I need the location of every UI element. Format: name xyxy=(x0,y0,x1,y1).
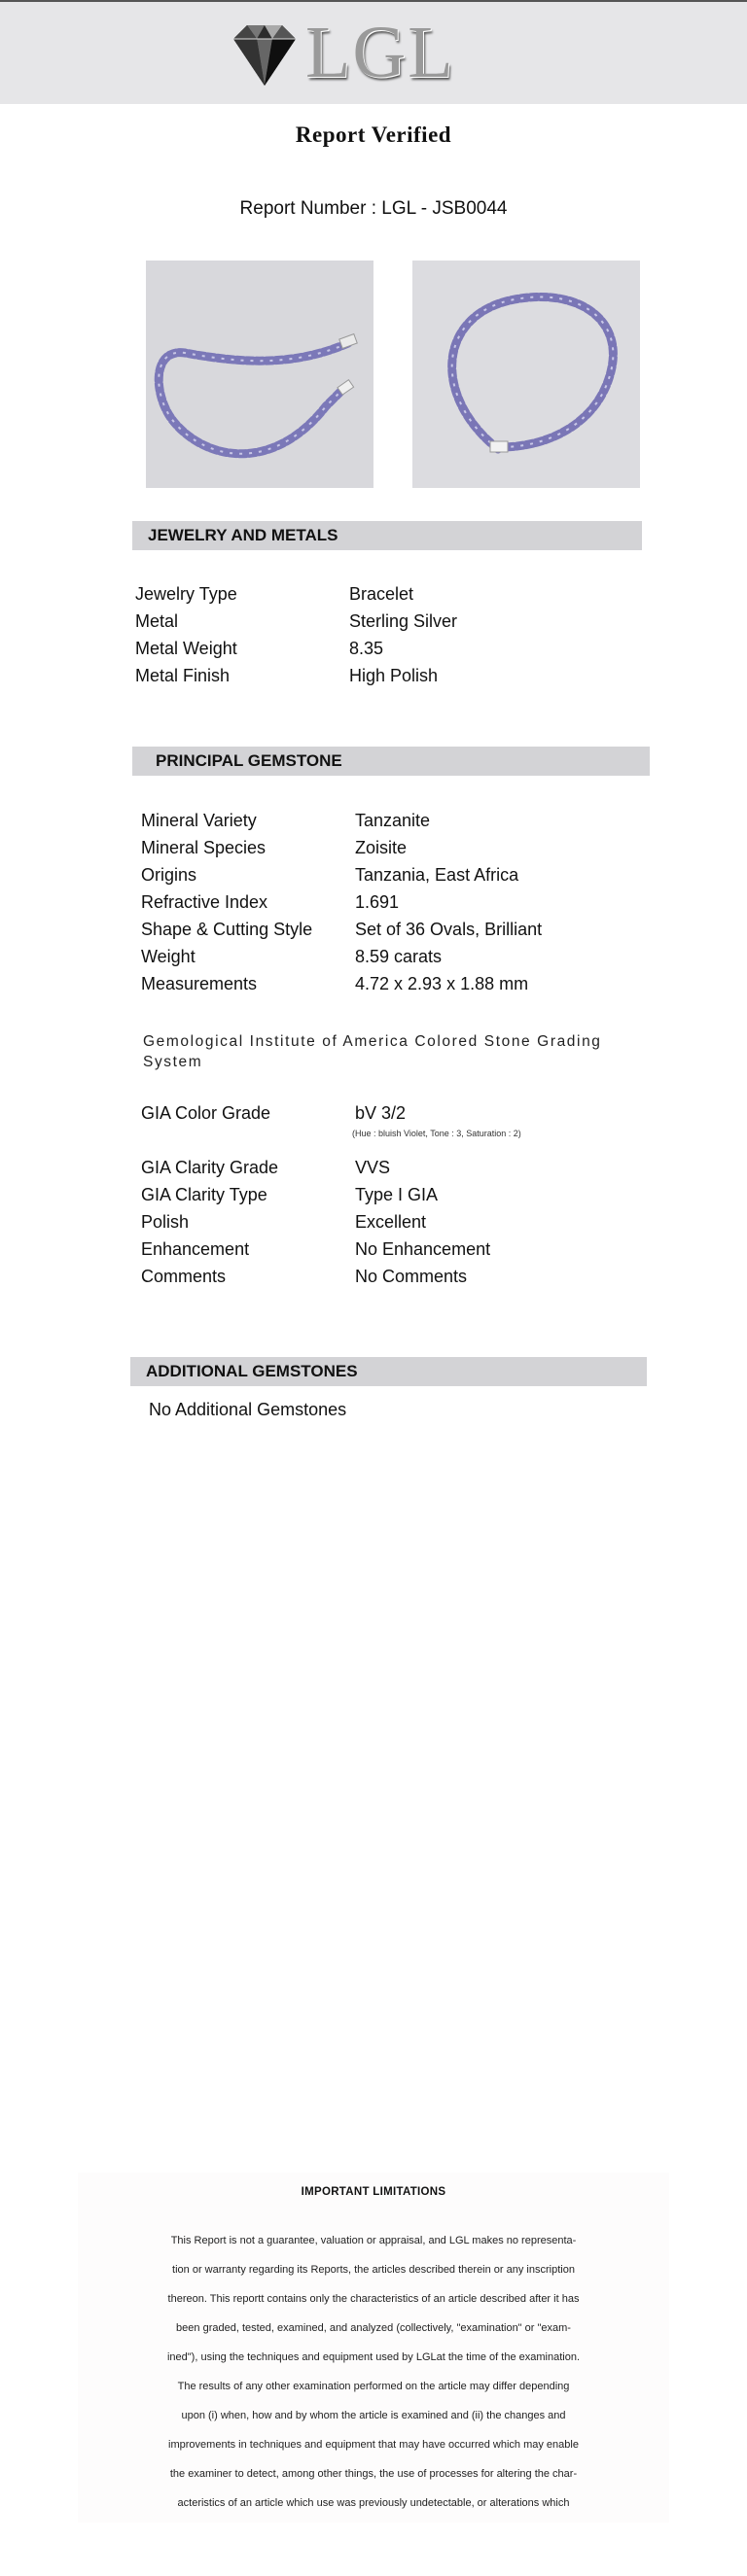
row-value: No Enhancement xyxy=(355,1239,491,1259)
row-value: Excellent xyxy=(355,1212,427,1232)
limitations-line: This Report is not a guarantee, valuation or appraisal, and LGL makes no representa- xyxy=(170,2235,577,2246)
row-label: Weight xyxy=(141,947,196,966)
row-value: Sterling Silver xyxy=(349,611,458,631)
row-value: Tanzanite xyxy=(355,811,431,830)
row-label: Shape & Cutting Style xyxy=(141,920,313,939)
row-value: Zoisite xyxy=(355,838,408,857)
limitations-title: IMPORTANT LIMITATIONS xyxy=(301,2186,446,2198)
limitations-line: tion or warranty regarding its Reports, the articles described therein or any inscription xyxy=(172,2264,575,2276)
section-header-additional: ADDITIONAL GEMSTONES xyxy=(130,1357,647,1386)
row-label: Mineral Variety xyxy=(141,811,257,830)
section-header-jewelry: JEWELRY AND METALS xyxy=(132,521,642,550)
header-banner xyxy=(0,0,747,104)
row-value: Set of 36 Ovals, Brilliant xyxy=(355,920,543,939)
table-row xyxy=(141,943,647,970)
table-row xyxy=(141,834,647,861)
jewelry-details xyxy=(135,580,641,689)
row-label: Comments xyxy=(141,1267,227,1286)
row-value: High Polish xyxy=(349,666,439,685)
table-row xyxy=(141,1236,647,1263)
limitations-line: the examiner to detect, among other things, the use of processes for altering the char- xyxy=(169,2468,578,2480)
table-row xyxy=(141,1154,647,1181)
row-label: Metal Weight xyxy=(135,639,237,658)
row-value: 1.691 xyxy=(355,892,400,912)
limitations-line: The results of any other examination performed on the article may differ depending xyxy=(177,2381,570,2392)
limitations-line: upon (i) when, how and by whom the article is examined and (ii) the changes and xyxy=(181,2410,566,2421)
row-label: Polish xyxy=(141,1212,190,1232)
hue-tone-note: (Hue : bluish Violet, Tone : 3, Saturation : 2) xyxy=(352,1129,521,1138)
row-label: Enhancement xyxy=(141,1239,250,1259)
table-row xyxy=(135,635,641,662)
table-row xyxy=(141,807,647,834)
table-row xyxy=(141,1181,647,1208)
row-label: GIA Color Grade xyxy=(141,1103,271,1123)
limitations-line: ined"), using the techniques and equipment used by LGLat the time of the examination. xyxy=(166,2351,580,2363)
important-limitations xyxy=(78,2173,669,2523)
row-label: GIA Clarity Type xyxy=(141,1185,267,1204)
table-row xyxy=(135,662,641,689)
principal-details xyxy=(141,807,647,997)
row-value: bV 3/2 xyxy=(355,1103,407,1123)
row-label: Measurements xyxy=(141,974,258,993)
row-label: GIA Clarity Grade xyxy=(141,1158,279,1177)
row-value: Bracelet xyxy=(349,584,414,604)
bracelet-photo-right[interactable] xyxy=(412,261,640,488)
logo-text: LGL xyxy=(305,12,455,93)
row-value: 8.35 xyxy=(349,639,384,658)
row-value: 8.59 carats xyxy=(355,947,443,966)
table-row xyxy=(141,888,647,916)
lgl-logo[interactable] xyxy=(226,12,479,93)
table-row xyxy=(141,1263,647,1290)
no-additional-gemstones: No Additional Gemstones xyxy=(149,1400,347,1419)
row-value: Tanzania, East Africa xyxy=(355,865,519,885)
row-label: Metal xyxy=(135,611,179,631)
row-label: Refractive Index xyxy=(141,892,268,912)
gia-grades xyxy=(141,1154,647,1290)
bracelet-photo-left[interactable] xyxy=(146,261,374,488)
limitations-line: thereon. This reportt contains only the characteristics of an article described after it has xyxy=(167,2293,580,2305)
row-value: 4.72 x 2.93 x 1.88 mm xyxy=(355,974,529,993)
section-header-principal: PRINCIPAL GEMSTONE xyxy=(132,747,650,776)
diamond-icon xyxy=(226,21,303,89)
row-value: No Comments xyxy=(355,1267,468,1286)
table-row xyxy=(141,861,647,888)
report-number: Report Number : LGL - JSB0044 xyxy=(239,198,508,219)
table-row xyxy=(141,1099,647,1127)
table-row xyxy=(141,970,647,997)
table-row xyxy=(141,1208,647,1236)
row-value: Type I GIA xyxy=(355,1185,439,1204)
row-value: VVS xyxy=(355,1158,391,1177)
gia-color-grade xyxy=(141,1099,647,1127)
limitations-line: acteristics of an article which use was previously undetectable, or alterations which xyxy=(177,2497,570,2509)
row-label: Mineral Species xyxy=(141,838,267,857)
limitations-line: improvements in techniques and equipment that may have occurred which may enable xyxy=(168,2439,579,2451)
table-row xyxy=(135,608,641,635)
gia-grading-system-title: Gemological Institute of America Colored Stone Grading System xyxy=(143,1033,602,1070)
row-label: Origins xyxy=(141,865,197,885)
limitations-body xyxy=(107,2226,640,2518)
table-row xyxy=(141,916,647,943)
row-label: Jewelry Type xyxy=(135,584,237,604)
page-title: Report Verified xyxy=(295,122,452,147)
table-row xyxy=(135,580,641,608)
row-label: Metal Finish xyxy=(135,666,231,685)
limitations-line: been graded, tested, examined, and analyzed (collectively, "examination" or "exam- xyxy=(176,2322,571,2334)
